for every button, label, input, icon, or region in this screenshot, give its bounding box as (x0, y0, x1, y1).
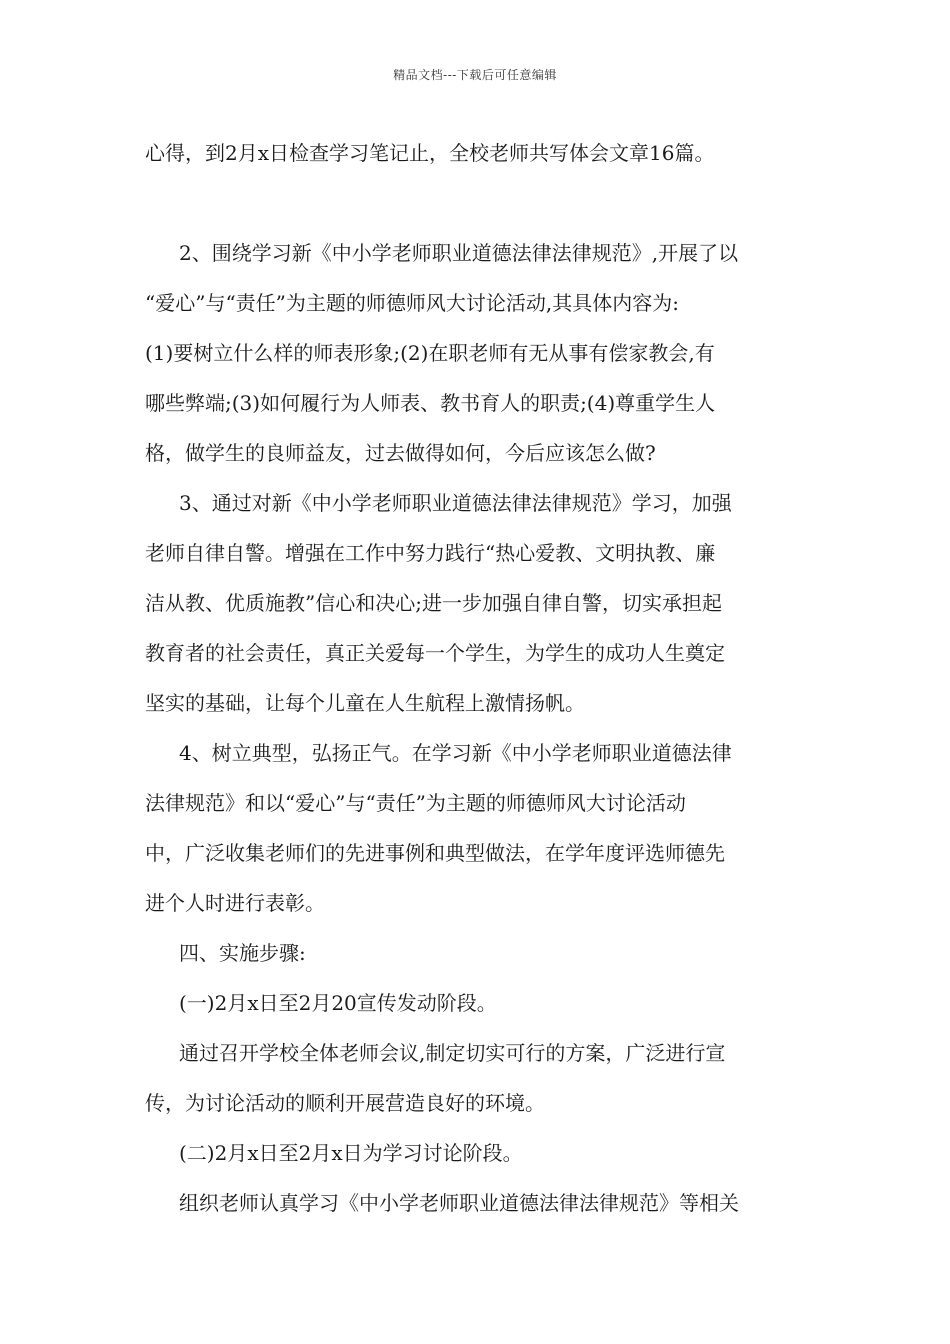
text-line: 传，为讨论活动的顺利开展营造良好的环境。 (145, 1091, 545, 1115)
step-2-heading: (二)2月x日至2月x日为学习讨论阶段。 (179, 1141, 523, 1165)
paragraph-2-line-1: 2、围绕学习新《中小学老师职业道德法律法律规范》,开展了以 (179, 241, 739, 265)
text-line: 老师自律自警。增强在工作中努力践行“热心爱教、文明执教、廉 (145, 541, 716, 565)
document-body (145, 128, 807, 1228)
text-line: 洁从教、优质施教”信心和决心;进一步加强自律自警，切实承担起 (145, 591, 722, 615)
text-line: “爱心”与“责任”为主题的师德师风大讨论活动,其具体内容为: (145, 291, 679, 315)
blank-line (145, 178, 807, 228)
step-1-para-line-1: 通过召开学校全体老师会议,制定切实可行的方案，广泛进行宣 (179, 1041, 726, 1065)
step-1-heading: (一)2月x日至2月20宣传发动阶段。 (179, 991, 497, 1015)
paragraph-3-line-1: 3、通过对新《中小学老师职业道德法律法律规范》学习，加强 (179, 491, 732, 515)
text-line: 哪些弊端;(3)如何履行为人师表、教书育人的职责;(4)尊重学生人 (145, 391, 716, 415)
text-line: 教育者的社会责任，真正关爱每一个学生，为学生的成功人生奠定 (145, 641, 725, 665)
text-line: (1)要树立什么样的师表形象;(2)在职老师有无从事有偿家教会,有 (145, 341, 715, 365)
text-line: 心得，到2月x日检查学习笔记止，全校老师共写体会文章16篇。 (145, 141, 715, 165)
text-line: 坚实的基础，让每个儿童在人生航程上激情扬帆。 (145, 691, 585, 715)
text-line: 进个人时进行表彰。 (145, 891, 325, 915)
paragraph-4-line-1: 4、树立典型，弘扬正气。在学习新《中小学老师职业道德法律 (179, 741, 732, 765)
page-header: 精品文档---下载后可任意编辑 (393, 68, 557, 82)
text-line: 法律规范》和以“爱心”与“责任”为主题的师德师风大讨论活动 (145, 791, 686, 815)
text-line: 中，广泛收集老师们的先进事例和典型做法，在学年度评选师德先 (145, 841, 725, 865)
section-heading: 四、实施步骤: (179, 941, 306, 965)
step-2-para-line-1: 组织老师认真学习《中小学老师职业道德法律法律规范》等相关 (179, 1191, 739, 1215)
text-line: 格，做学生的良师益友，过去做得如何，今后应该怎么做? (145, 441, 656, 465)
